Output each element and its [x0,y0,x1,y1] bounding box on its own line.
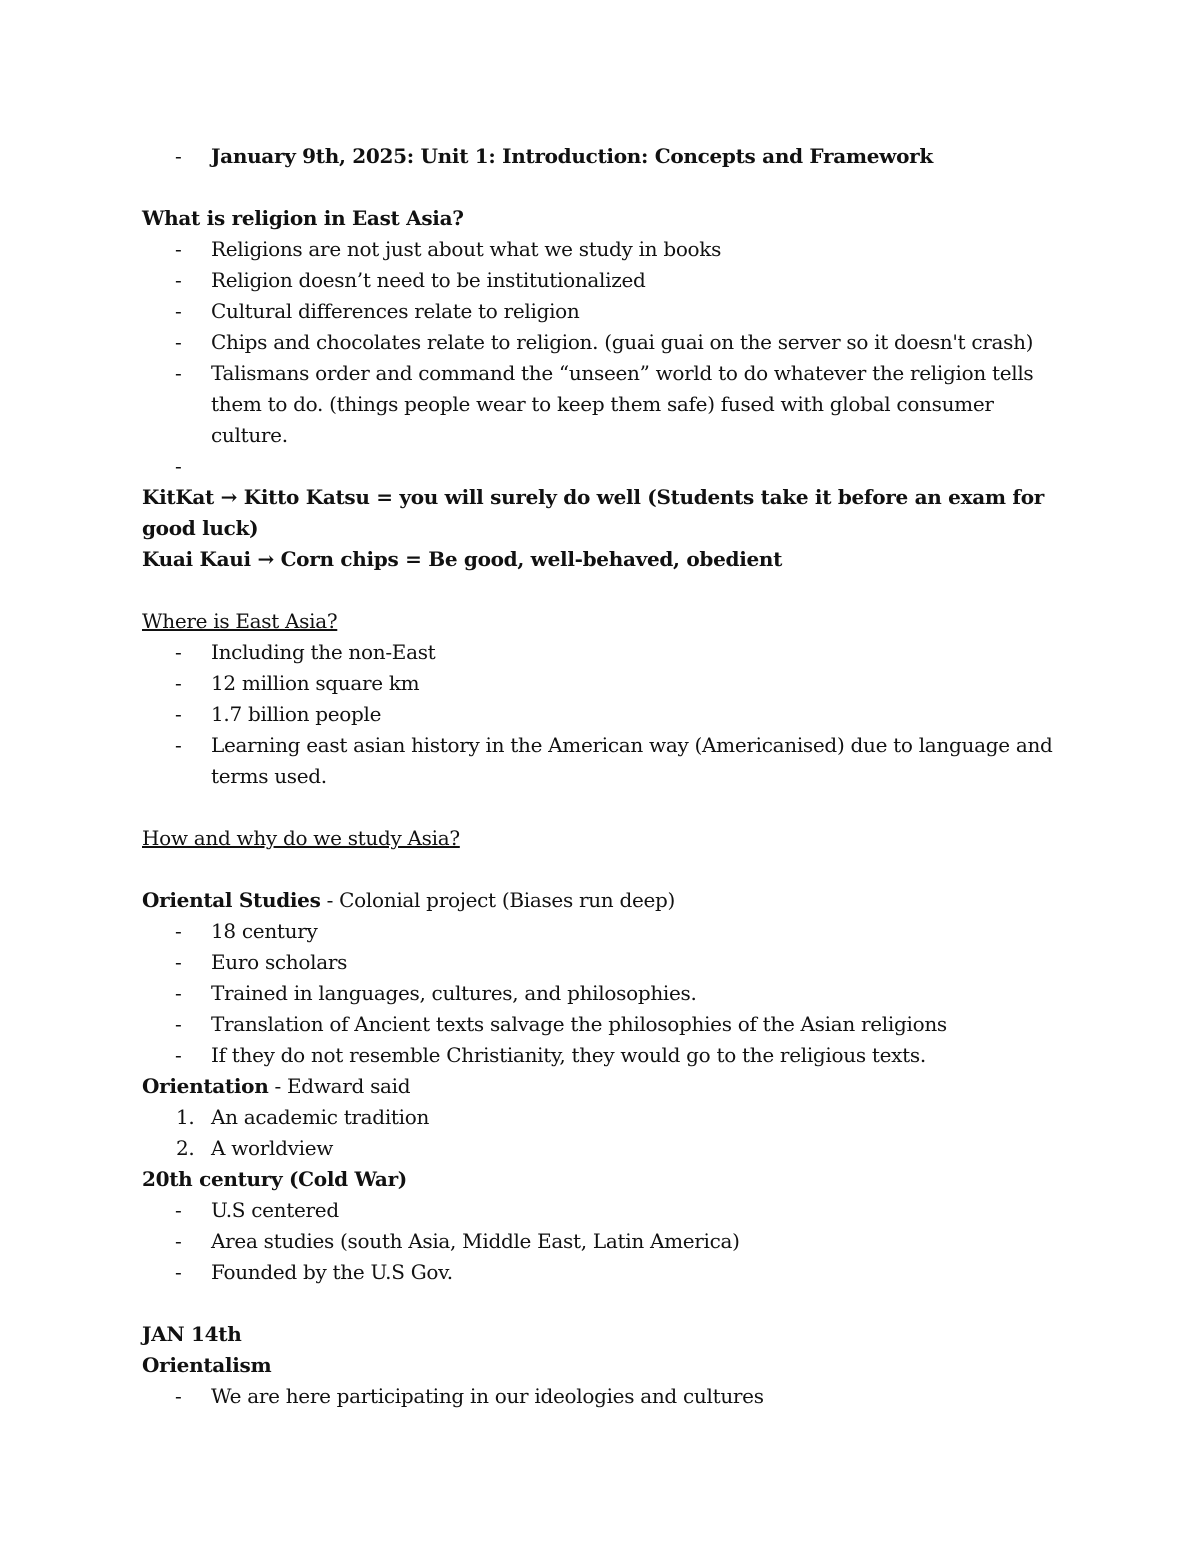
how-why-heading: How and why do we study Asia? [142,826,460,850]
document-title: January 9th, 2025: Unit 1: Introduction: Concepts and Framework [211,144,933,168]
list-item [142,265,1062,296]
list-item [142,1040,1062,1071]
bullet-marker: - [175,144,182,168]
bullet-marker: - [175,1012,182,1036]
bullet-marker: - [175,1229,182,1253]
number-marker: 2. [176,1136,195,1160]
orientation-line [142,1071,1062,1102]
list-item [142,699,1062,730]
list-item-text: Learning east asian history in the American way (Americanised) due to language and terms used. [211,733,1053,788]
list-item-empty [142,451,1062,482]
bullet-marker: - [175,454,182,478]
list-item-text: U.S centered [211,1198,339,1222]
list-item-text: 1.7 billion people [211,702,382,726]
list-item-text: Talismans order and command the “unseen” world to do whatever the religion tells them to do. (things people wear to keep them safe) fused with global consumer culture. [211,361,1034,447]
list-item-text: Founded by the U.S Gov. [211,1260,453,1284]
bullet-marker: - [175,640,182,664]
list-item [142,1009,1062,1040]
orientalism-heading: Orientalism [142,1353,272,1377]
orientation-description: - Edward said [268,1074,411,1098]
list-item [142,637,1062,668]
bullet-marker: - [175,1260,182,1284]
list-item [142,668,1062,699]
list-item [142,1257,1062,1288]
bullet-marker: - [175,1198,182,1222]
list-item-text: If they do not resemble Christianity, they would go to the religious texts. [211,1043,926,1067]
bullet-marker: - [175,950,182,974]
list-item [142,296,1062,327]
bullet-marker: - [175,702,182,726]
kuai-kaui-line: Kuai Kaui → Corn chips = Be good, well-behaved, obedient [142,547,783,571]
bullet-marker: - [175,981,182,1005]
cold-war-heading: 20th century (Cold War) [142,1167,407,1191]
number-marker: 1. [176,1105,195,1129]
list-item-text: Chips and chocolates relate to religion. (guai guai on the server so it doesn't crash) [211,330,1034,354]
numbered-item [142,1133,1062,1164]
list-item-text: 18 century [211,919,318,943]
blank-line [142,792,1062,823]
list-item [142,327,1062,358]
list-item [142,978,1062,1009]
oriental-studies-line [142,885,1062,916]
list-item-text: We are here participating in our ideologies and cultures [211,1384,764,1408]
bullet-marker: - [175,1384,182,1408]
list-item [142,1226,1062,1257]
bullet-marker: - [175,237,182,261]
bullet-marker: - [175,268,182,292]
religion-heading: What is religion in East Asia? [142,206,464,230]
list-item-text: 12 million square km [211,671,420,695]
where-heading: Where is East Asia? [142,609,338,633]
bullet-marker: - [175,299,182,323]
blank-line [142,854,1062,885]
oriental-studies-description: - Colonial project (Biases run deep) [320,888,676,912]
blank-line [142,575,1062,606]
kitkat-line: KitKat → Kitto Katsu = you will surely do well (Students take it before an exam for good luck) [142,485,1044,540]
list-item-text: Religion doesn’t need to be institutionalized [211,268,646,292]
list-item-text: Area studies (south Asia, Middle East, Latin America) [211,1229,740,1253]
numbered-item-text: A worldview [211,1136,334,1160]
bullet-marker: - [175,919,182,943]
list-item [142,1195,1062,1226]
numbered-item-text: An academic tradition [211,1105,430,1129]
document-title-item [142,141,1062,172]
jan14-date-heading: JAN 14th [142,1322,242,1346]
list-item-text: Translation of Ancient texts salvage the philosophies of the Asian religions [211,1012,947,1036]
list-item [142,730,1062,792]
document-page [142,141,1062,1412]
list-item-text: Religions are not just about what we study in books [211,237,722,261]
numbered-item [142,1102,1062,1133]
bullet-marker: - [175,733,182,757]
blank-line [142,172,1062,203]
list-item-text: Cultural differences relate to religion [211,299,580,323]
list-item [142,234,1062,265]
orientation-label: Orientation [142,1074,269,1098]
bullet-marker: - [175,1043,182,1067]
list-item [142,947,1062,978]
blank-line [142,1288,1062,1319]
oriental-studies-label: Oriental Studies [142,888,321,912]
list-item-text: Including the non-East [211,640,436,664]
list-item [142,358,1062,451]
bullet-marker: - [175,361,182,385]
list-item [142,916,1062,947]
list-item-text: Euro scholars [211,950,348,974]
list-item [142,1381,1062,1412]
bullet-marker: - [175,671,182,695]
bullet-marker: - [175,330,182,354]
list-item-text: Trained in languages, cultures, and philosophies. [211,981,697,1005]
